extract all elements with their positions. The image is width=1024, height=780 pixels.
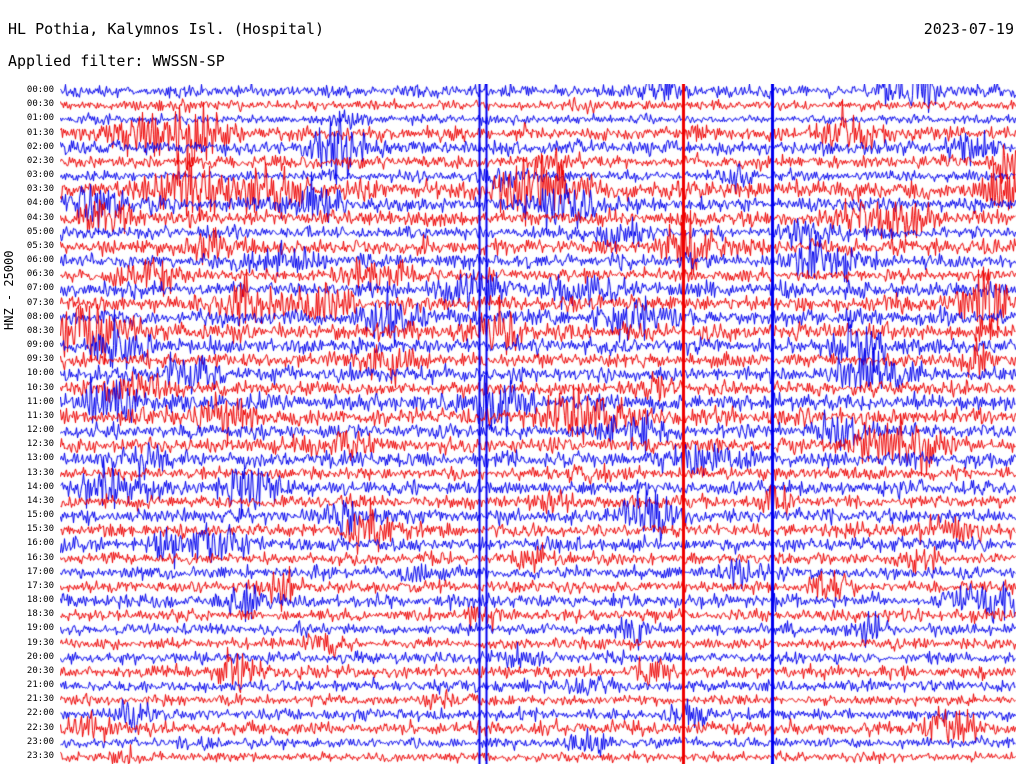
- time-tick-label: 10:00: [26, 368, 54, 379]
- time-tick-label: 13:30: [26, 467, 54, 478]
- time-tick-label: 08:00: [26, 311, 54, 322]
- time-tick-label: 13:00: [26, 453, 54, 464]
- time-tick-label: 06:30: [26, 269, 54, 280]
- seismogram-plot: [60, 84, 1016, 764]
- time-tick-label: 06:00: [26, 255, 54, 266]
- time-tick-label: 09:30: [26, 354, 54, 365]
- time-tick-label: 19:30: [26, 637, 54, 648]
- time-tick-label: 17:00: [26, 566, 54, 577]
- seismogram-canvas: [60, 84, 1016, 764]
- time-tick-label: 17:30: [26, 580, 54, 591]
- time-tick-label: 01:30: [26, 127, 54, 138]
- date-label: 2023-07-19: [923, 20, 1014, 38]
- time-tick-label: 23:00: [26, 736, 54, 747]
- time-tick-label: 20:30: [26, 665, 54, 676]
- y-axis-label: HNZ - 25000: [2, 250, 16, 330]
- time-tick-label: 07:00: [26, 283, 54, 294]
- page-title: HL Pothia, Kalymnos Isl. (Hospital): [8, 20, 325, 38]
- time-tick-label: 12:00: [26, 425, 54, 436]
- time-tick-label: 19:00: [26, 623, 54, 634]
- time-tick-label: 03:30: [26, 184, 54, 195]
- filter-label: Applied filter: WWSSN-SP: [8, 52, 225, 70]
- time-tick-label: 01:00: [26, 113, 54, 124]
- time-tick-label: 00:30: [26, 99, 54, 110]
- time-tick-label: 02:00: [26, 141, 54, 152]
- time-tick-label: 05:30: [26, 240, 54, 251]
- time-tick-label: 11:30: [26, 410, 54, 421]
- time-tick-label: 20:00: [26, 651, 54, 662]
- time-tick-label: 14:00: [26, 481, 54, 492]
- time-tick-label: 21:00: [26, 680, 54, 691]
- time-tick-label: 22:00: [26, 708, 54, 719]
- time-tick-label: 23:30: [26, 750, 54, 761]
- time-tick-label: 07:30: [26, 297, 54, 308]
- time-tick-label: 18:30: [26, 609, 54, 620]
- time-tick-label: 15:30: [26, 524, 54, 535]
- time-tick-label: 11:00: [26, 396, 54, 407]
- time-tick-label: 10:30: [26, 382, 54, 393]
- time-tick-label: 15:00: [26, 510, 54, 521]
- time-tick-label: 18:00: [26, 595, 54, 606]
- time-axis-ticks: [0, 84, 58, 764]
- time-tick-label: 12:30: [26, 439, 54, 450]
- time-tick-label: 03:00: [26, 170, 54, 181]
- time-tick-label: 05:00: [26, 226, 54, 237]
- time-tick-label: 00:00: [26, 85, 54, 96]
- time-tick-label: 08:30: [26, 325, 54, 336]
- time-tick-label: 14:30: [26, 495, 54, 506]
- time-tick-label: 16:30: [26, 552, 54, 563]
- time-tick-label: 16:00: [26, 538, 54, 549]
- time-tick-label: 02:30: [26, 155, 54, 166]
- time-tick-label: 09:00: [26, 340, 54, 351]
- time-tick-label: 22:30: [26, 722, 54, 733]
- time-tick-label: 04:00: [26, 198, 54, 209]
- time-tick-label: 04:30: [26, 212, 54, 223]
- time-tick-label: 21:30: [26, 694, 54, 705]
